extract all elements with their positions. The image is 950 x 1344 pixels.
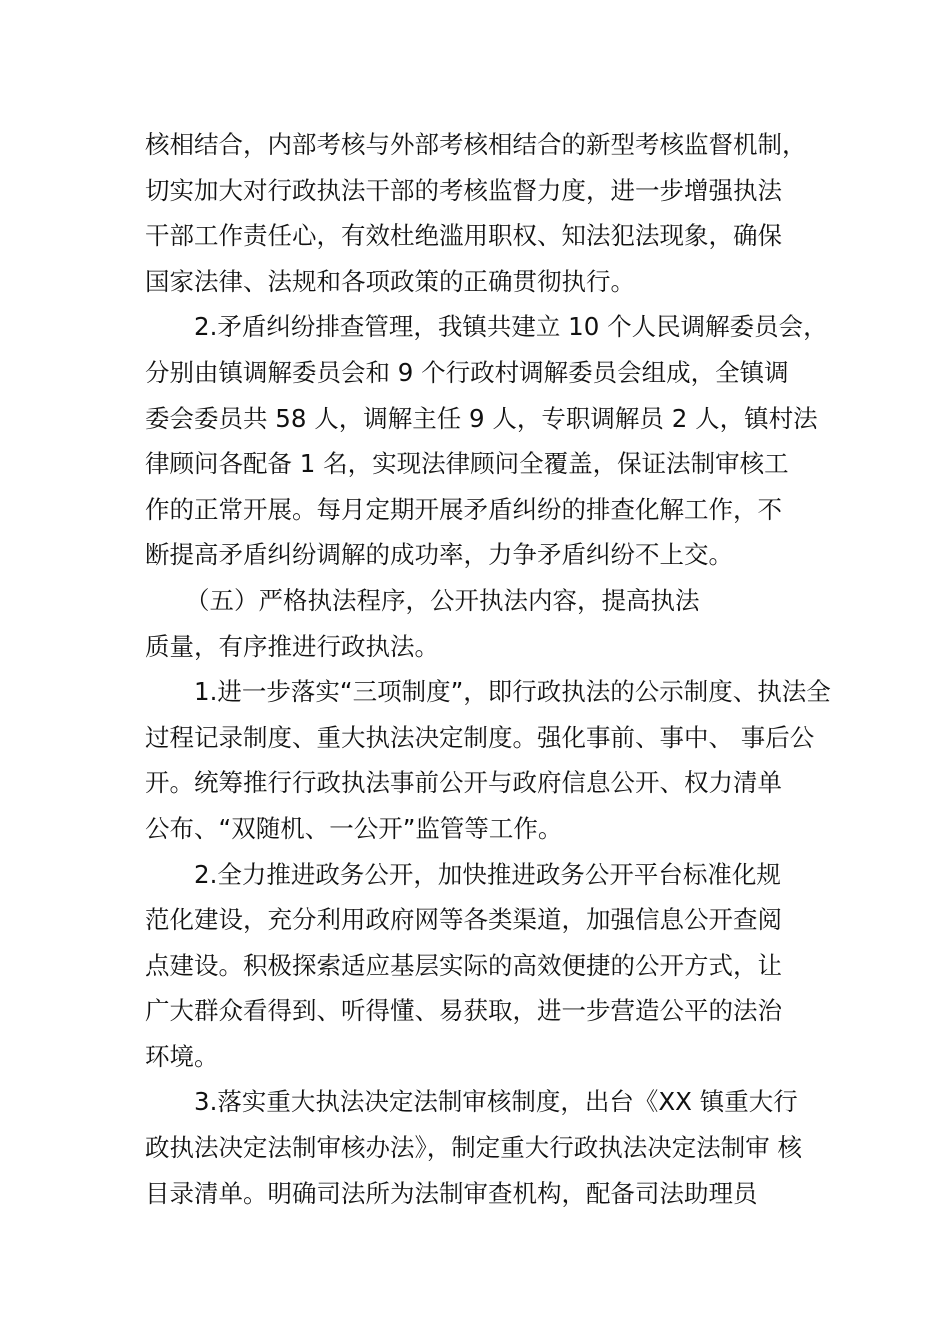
paragraph-line: 广大群众看得到、听得懂、易获取，进一步营造公平的法治: [145, 996, 782, 1026]
paragraph-line: 分别由镇调解委员会和 9 个行政村调解委员会组成，全镇调: [145, 357, 789, 387]
document-page: [145, 122, 831, 1216]
paragraph-line: 政执法决定法制审核办法》，制定重大行政执法决定法制审 核: [145, 1133, 803, 1163]
paragraph-line: 干部工作责任心，有效杜绝滥用职权、知法犯法现象，确保: [145, 221, 782, 251]
paragraph-line: 开。统筹推行行政执法事前公开与政府信息公开、权力清单: [145, 768, 782, 798]
paragraph-line: 委会委员共 58 人，调解主任 9 人，专职调解员 2 人，镇村法: [145, 403, 818, 433]
paragraph-line: 核相结合，内部考核与外部考核相结合的新型考核监督机制，: [145, 130, 807, 159]
paragraph-line: 国家法律、法规和各项政策的正确贯彻执行。: [145, 266, 635, 296]
paragraph-line: 1.进一步落实“三项制度”，即行政执法的公示制度、执法全: [194, 677, 831, 707]
paragraph-line: 作的正常开展。每月定期开展矛盾纠纷的排查化解工作，不: [145, 494, 782, 524]
section-heading: 质量，有序推进行政执法。: [145, 631, 439, 661]
paragraph-line: 环境。: [145, 1041, 219, 1071]
paragraph-line: 公布、“双随机、一公开”监管等工作。: [145, 813, 563, 843]
section-heading: （五）严格执法程序，公开执法内容，提高执法: [185, 585, 700, 615]
paragraph-line: 目录清单。明确司法所为法制审查机构，配备司法助理员: [145, 1178, 758, 1208]
paragraph-line: 切实加大对行政执法干部的考核监督力度，进一步增强执法: [145, 175, 782, 205]
paragraph-line: 律顾问各配备 1 名，实现法律顾问全覆盖，保证法制审核工: [145, 449, 789, 479]
paragraph-line: 点建设。积极探索适应基层实际的高效便捷的公开方式，让: [145, 950, 782, 980]
paragraph-line: 范化建设，充分利用政府网等各类渠道，加强信息公开查阅: [145, 905, 782, 935]
paragraph-line: 3.落实重大执法决定法制审核制度，出台《XX 镇重大行: [194, 1087, 798, 1117]
paragraph-line: 过程记录制度、重大执法决定制度。强化事前、事中、 事后公: [145, 722, 815, 752]
paragraph-line: 断提高矛盾纠纷调解的成功率，力争矛盾纠纷不上交。: [145, 540, 733, 570]
paragraph-line: 2.全力推进政务公开，加快推进政务公开平台标准化规: [194, 859, 781, 889]
paragraph-line: 2.矛盾纠纷排查管理，我镇共建立 10 个人民调解委员会，: [194, 312, 828, 342]
